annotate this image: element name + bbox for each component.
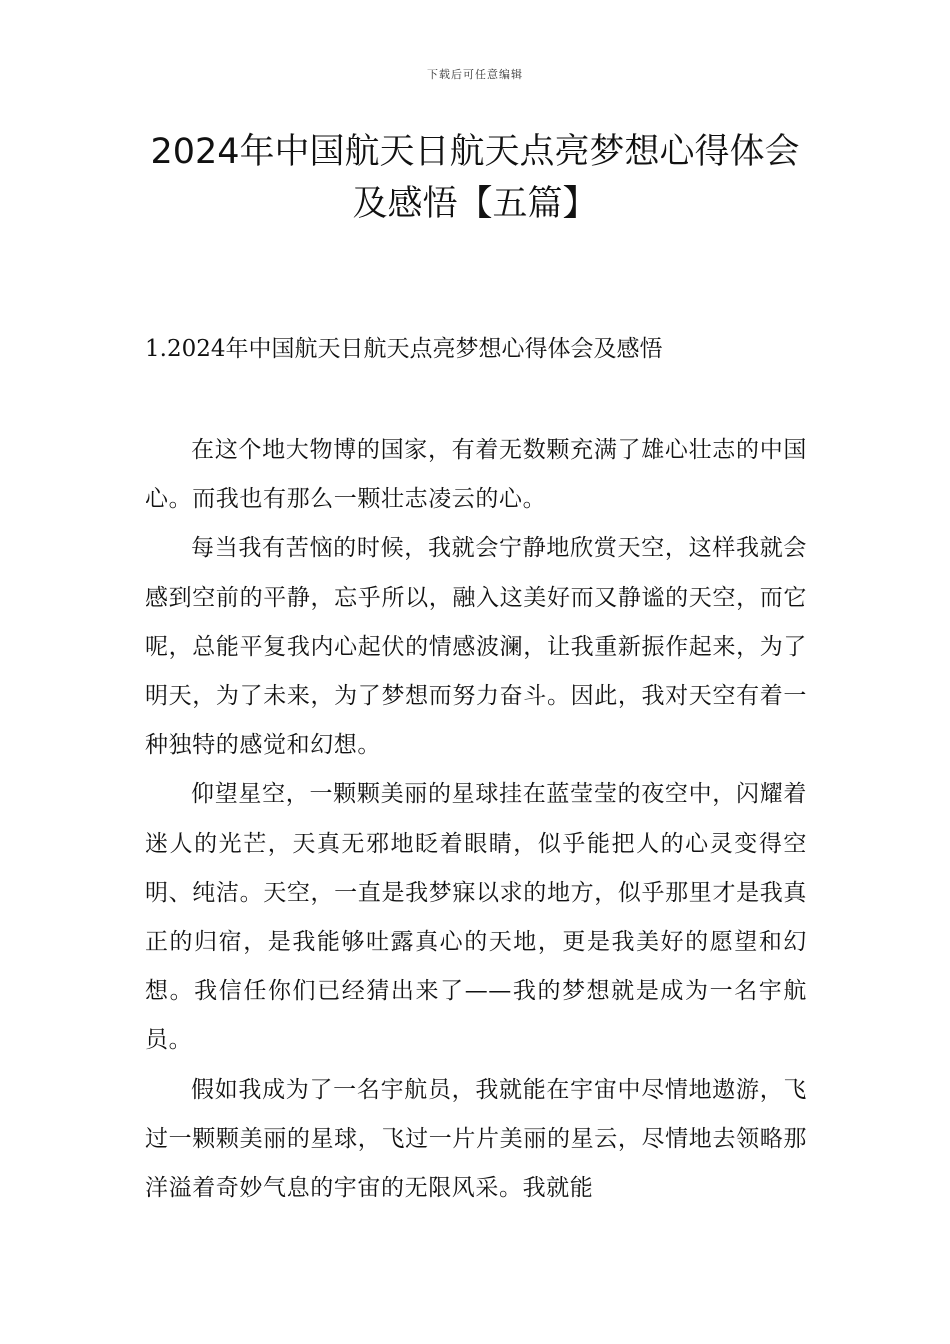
title-line-1: 2024年中国航天日航天点亮梦想心得体会 — [150, 132, 800, 172]
title-line-2: 及感悟【五篇】 — [352, 184, 598, 224]
paragraph: 每当我有苦恼的时候，我就会宁静地欣赏天空，这样我就会感到空前的平静，忘乎所以，融入这美好而又静谧的天空，而它呢，总能平复我内心起伏的情感波澜，让我重新振作起来，为了明天，为了未来，为了梦想而努力奋斗。因此，我对天空有着一种独特的感觉和幻想。 — [145, 535, 807, 759]
document-title — [120, 126, 830, 230]
paragraph: 在这个地大物博的国家，有着无数颗充满了雄心壮志的中国心。而我也有那么一颗壮志凌云的心。 — [145, 437, 807, 513]
header-note: 下载后可任意编辑 — [427, 68, 523, 81]
paragraph: 假如我成为了一名宇航员，我就能在宇宙中尽情地遨游，飞过一颗颗美丽的星球，飞过一片片美丽的星云，尽情地去领略那洋溢着奇妙气息的宇宙的无限风采。我就能 — [145, 1076, 807, 1202]
body-text — [145, 426, 807, 1213]
section-heading: 1.2024年中国航天日航天点亮梦想心得体会及感悟 — [145, 336, 663, 362]
paragraph: 仰望星空，一颗颗美丽的星球挂在蓝莹莹的夜空中，闪耀着迷人的光芒，天真无邪地眨着眼睛，似乎能把人的心灵变得空明、纯洁。天空，一直是我梦寐以求的地方，似乎那里才是我真正的归宿，是我能够吐露真心的天地，更是我美好的愿望和幻想。我信任你们已经猜出来了——我的梦想就是成为一名宇航员。 — [145, 781, 807, 1054]
